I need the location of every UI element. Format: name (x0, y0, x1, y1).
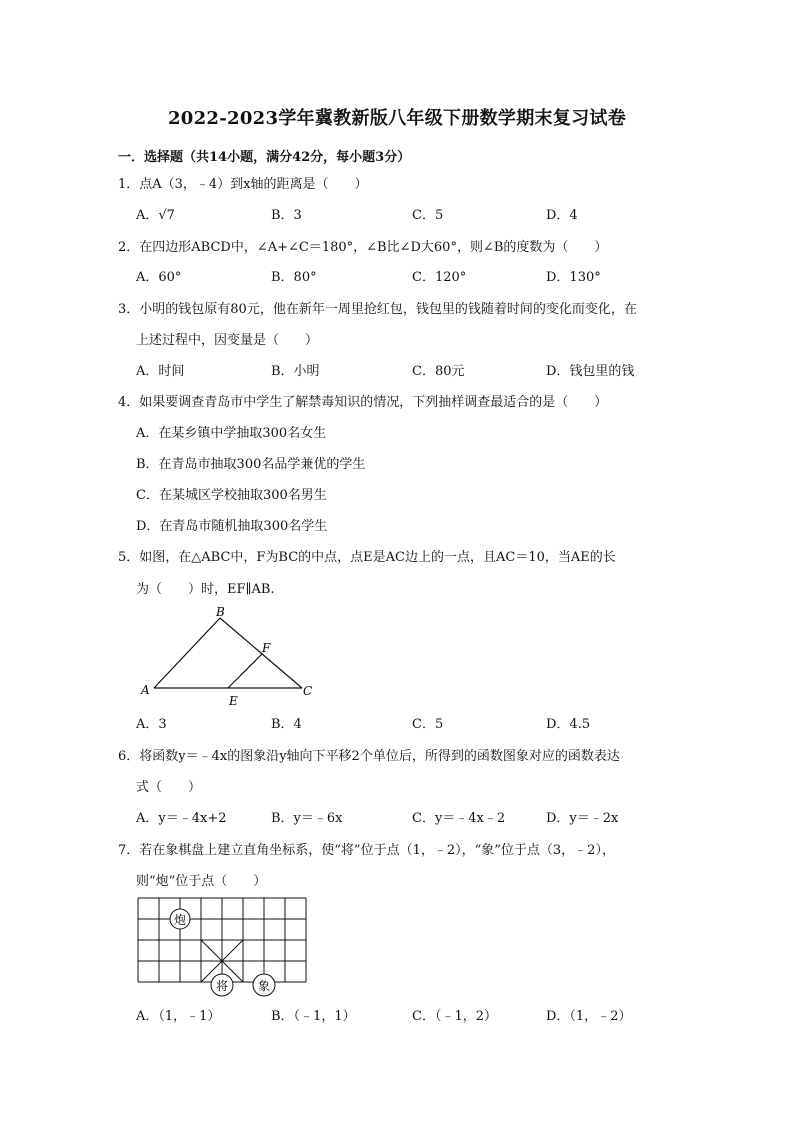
question-6-option-a: A．y＝﹣4x+2 (136, 811, 227, 826)
question-2-option-c: C．120° (412, 270, 467, 285)
question-5-text-line-1: 5．如图，在△ABC中，F为BC的中点，点E是AC边上的一点，且AC＝10，当AE的长 (118, 550, 616, 565)
question-6-option-d: D．y＝﹣2x (546, 811, 619, 826)
question-7-text-line-1: 7．若在象棋盘上建立直角坐标系，使“将”位于点（1，﹣2），“象”位于点（3，﹣2）， (118, 843, 615, 858)
question-3-text-line-1: 3．小明的钱包原有80元，他在新年一周里抢红包，钱包里的钱随着时间的变化而变化，在 (118, 302, 637, 317)
question-7-option-c: C．（﹣1，2） (412, 1009, 497, 1024)
question-1-option-c: C．5 (412, 208, 444, 223)
section-heading: 一．选择题（共14小题，满分42分，每小题3分） (118, 150, 411, 165)
question-5-option-c: C．5 (412, 717, 444, 732)
question-7-option-d: D．（1，﹣2） (546, 1009, 632, 1024)
question-5-option-a: A．3 (136, 717, 167, 732)
question-4-option-c: C．在某城区学校抽取300名男生 (136, 488, 327, 503)
question-2-text: 2．在四边形ABCD中，∠A+∠C＝180°，∠B比∠D大60°，则∠B的度数为（ ） (118, 240, 608, 255)
label-a: A (141, 683, 150, 697)
question-6-text-line-1: 6．将函数y＝﹣4x的图象沿y轴向下平移2个单位后，所得到的函数图象对应的函数表达 (118, 749, 620, 764)
question-6-option-b: B．y＝﹣6x (271, 811, 343, 826)
piece-xiang-label: 象 (257, 979, 271, 993)
question-3-text-line-2: 上述过程中，因变量是（ ） (136, 333, 319, 348)
question-1-option-b: B．3 (271, 208, 302, 223)
chessboard-figure (136, 896, 312, 1000)
question-4-option-b: B．在青岛市抽取300名品学兼优的学生 (136, 457, 366, 472)
question-2-option-b: B．80° (271, 270, 317, 285)
side-bc (220, 618, 302, 688)
question-5-option-d: D．4.5 (546, 717, 591, 732)
label-b: B (216, 605, 225, 619)
question-5-text-line-2: 为（ ）时，EF∥AB. (136, 582, 275, 597)
question-6-option-c: C．y＝﹣4x﹣2 (412, 811, 506, 826)
question-1-option-d: D．4 (546, 208, 578, 223)
label-f: F (262, 641, 271, 655)
question-7-text-line-2: 则“炮”位于点（ ） (136, 874, 267, 889)
question-3-option-d: D．钱包里的钱 (546, 364, 635, 379)
question-4-option-a: A．在某乡镇中学抽取300名女生 (136, 426, 327, 441)
question-1-text: 1．点A（3，﹣4）到x轴的距离是（ ） (118, 177, 368, 192)
question-5-option-b: B．4 (271, 717, 302, 732)
question-7-option-b: B．（﹣1，1） (271, 1009, 356, 1024)
question-4-option-d: D．在青岛市随机抽取300名学生 (136, 519, 328, 534)
question-3-option-c: C．80元 (412, 364, 465, 379)
segment-ef (228, 654, 262, 688)
question-6-text-line-2: 式（ ） (136, 780, 202, 795)
question-3-option-b: B．小明 (271, 364, 320, 379)
piece-jiang-label: 将 (215, 979, 229, 993)
triangle-figure (136, 604, 326, 708)
question-2-option-a: A．60° (136, 270, 182, 285)
label-e: E (229, 694, 238, 708)
board-grid (138, 898, 306, 982)
question-3-option-a: A．时间 (136, 364, 185, 379)
question-2-option-d: D．130° (546, 270, 601, 285)
question-4-text: 4．如果要调查青岛市中学生了解禁毒知识的情况，下列抽样调查最适合的是（ ） (118, 395, 608, 410)
question-7-option-a: A．（1，﹣1） (136, 1009, 221, 1024)
side-ab (154, 618, 220, 688)
question-1-option-a: A．√7 (136, 208, 175, 223)
piece-pao-label: 炮 (173, 913, 187, 927)
label-c: C (303, 684, 313, 698)
page-title: 2022-2023学年冀教新版八年级下册数学期末复习试卷 (167, 108, 627, 129)
